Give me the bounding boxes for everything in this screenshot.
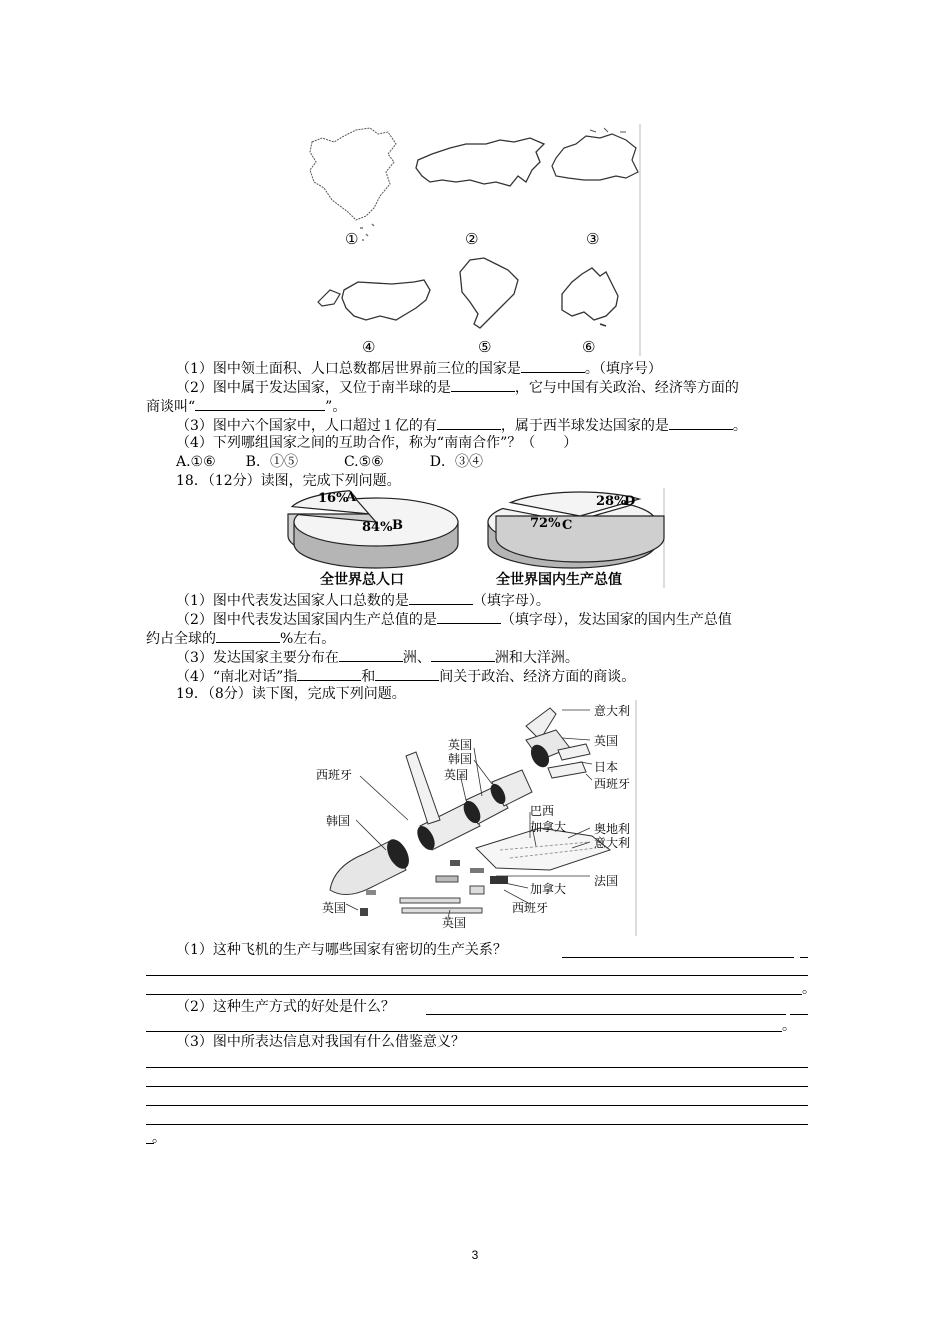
q19-answer-3-line-3[interactable] [146, 1105, 808, 1106]
q17-line-5: （4）下列哪组国家之间的互助合作，称为“南南合作”？（ ） [176, 435, 578, 451]
pie-title-gdp: 全世界国内生产总值 [496, 572, 622, 588]
q17-text-4a: （3）图中六个国家中，人口超过１亿的有 [176, 418, 437, 434]
q17-line-3 [146, 396, 346, 416]
label-korea-top: 韩国 [448, 752, 473, 766]
q18-line-2 [176, 609, 732, 629]
q18-text-4a: （3）发达国家主要分布在 [176, 650, 339, 666]
q17-option-c[interactable]: C.⑤⑥ [343, 454, 384, 470]
pie-label-b-value: 84% [362, 520, 393, 535]
q18-blank-6[interactable] [297, 666, 361, 681]
label-uk-bottom: 英国 [442, 916, 467, 930]
label-korea-left: 韩国 [326, 814, 351, 828]
q17-line-4 [176, 415, 747, 435]
q19-answer-2-line-1b[interactable] [790, 1014, 808, 1015]
airplane-figure [300, 700, 638, 936]
page-number: 3 [471, 1248, 479, 1262]
china-map-icon [310, 128, 396, 220]
label-spain-right: 西班牙 [594, 777, 631, 791]
q18-text-2b: （填字母），发达国家的国内生产总值 [500, 612, 732, 628]
pie-label-c-value: 72% [530, 516, 561, 531]
q17-line-2 [176, 377, 739, 397]
q19-answer-3-line-4[interactable] [146, 1124, 808, 1125]
q18-line-4 [176, 647, 579, 667]
q17-blank-1[interactable] [521, 358, 585, 373]
q18-text-4c: 洲和大洋洲。 [494, 650, 579, 666]
label-italy-2: 意大利 [594, 836, 631, 850]
q17-text-4b: ，属于西半球发达国家的是 [500, 418, 669, 434]
q18-text-3b: %左右。 [280, 631, 336, 647]
q17-text-1a: （1）图中领土面积、人口总数都居世界前三位的国家是 [176, 361, 521, 377]
q17-option-a[interactable]: A.①⑥ [176, 454, 216, 470]
q18-blank-3[interactable] [216, 628, 280, 643]
q18-blank-1[interactable] [409, 590, 473, 605]
q18-text-5b: 和 [361, 669, 376, 685]
australia-map-icon [562, 268, 618, 320]
label-uk-top: 英国 [448, 738, 473, 752]
pie-label-c: C [562, 518, 573, 533]
q18-heading: 18．（12分）读图，完成下列问题。 [176, 473, 401, 489]
q17-text-4c: 。 [732, 418, 747, 434]
q19-heading: 19．（8分）读下图，完成下列问题。 [176, 686, 406, 702]
q18-text-5a: （4）“南北对话”指 [176, 669, 298, 685]
map-label-4: ④ [362, 338, 376, 356]
q19-question-3: （3）图中所表达信息对我国有什么借鉴意义？ [176, 1034, 465, 1050]
map-label-1: ① [345, 230, 359, 248]
map-label-2: ② [465, 230, 479, 248]
pie-label-d-value: 28% [596, 494, 627, 509]
pie-label-a: A [346, 490, 357, 505]
q17-text-2a: （2）图中属于发达国家，又位于南半球的是 [176, 380, 451, 396]
q19-question-2: （2）这种生产方式的好处是什么？ [176, 999, 395, 1015]
q19-answer-2-line-2[interactable] [146, 1031, 782, 1032]
label-uk-bottom-left: 英国 [322, 901, 347, 915]
q17-options [176, 453, 483, 471]
q18-text-5c: 间关于政治、经济方面的商谈。 [439, 669, 636, 685]
label-uk-mid: 英国 [444, 768, 469, 782]
label-spain-bottom: 西班牙 [512, 901, 549, 915]
label-italy-1: 意大利 [594, 704, 631, 718]
label-uk-right: 英国 [594, 734, 619, 748]
pie-slice-d-side [496, 516, 664, 562]
label-france: 法国 [594, 874, 619, 888]
map-label-3: ③ [586, 230, 600, 248]
q19-answer-1-line-1[interactable] [562, 957, 794, 958]
usa-map-icon [342, 280, 430, 320]
q18-text-2a: （2）图中代表发达国家国内生产总值的是 [176, 612, 437, 628]
q19-answer-1-line-1b[interactable] [800, 957, 808, 958]
q18-blank-7[interactable] [375, 666, 439, 681]
pie-label-d: D [624, 494, 636, 509]
brazil-map-icon [460, 258, 518, 328]
pie-gdp [488, 492, 664, 568]
q19-answer-1-period: 。 [802, 981, 816, 997]
q17-option-d[interactable]: D．③④ [429, 454, 483, 470]
q19-answer-2-period: 。 [782, 1018, 796, 1034]
q17-text-2b: ，它与中国有关政治、经济等方面的 [514, 380, 739, 396]
pie-title-population: 全世界总人口 [320, 572, 404, 588]
q18-blank-4[interactable] [339, 647, 403, 662]
label-spain-left: 西班牙 [316, 768, 353, 782]
country-maps-figure [300, 124, 642, 356]
q18-text-3a: 约占全球的 [146, 631, 216, 647]
q18-text-1b: （填字母）。 [472, 593, 550, 609]
pie-label-b: B [392, 518, 403, 533]
canada-map-icon [552, 134, 638, 180]
pie-charts-figure [280, 488, 666, 590]
q17-blank-2[interactable] [451, 377, 515, 392]
label-brazil: 巴西 [530, 804, 555, 818]
q17-line-1 [176, 358, 662, 378]
q18-text-1a: （1）图中代表发达国家人口总数的是 [176, 593, 409, 609]
q17-text-3a: 商谈叫“ [146, 399, 196, 415]
pie-label-a-value: 16% [318, 491, 349, 506]
map-label-5: ⑤ [478, 338, 492, 356]
q18-line-5 [176, 666, 635, 686]
q18-blank-5[interactable] [431, 647, 495, 662]
q17-option-b[interactable]: B．①⑤ [245, 454, 298, 470]
q19-question-1: （1）这种飞机的生产与哪些国家有密切的生产关系？ [176, 942, 507, 958]
q19-answer-3-line-1[interactable] [146, 1067, 808, 1068]
q19-answer-3-line-2[interactable] [146, 1086, 808, 1087]
q19-answer-3-period: 。 [152, 1130, 166, 1146]
q18-blank-2[interactable] [437, 609, 501, 624]
q17-blank-3[interactable] [195, 396, 325, 411]
russia-map-icon [416, 138, 544, 186]
q17-text-1b: 。（填序号） [584, 361, 662, 377]
q19-answer-2-line-1[interactable] [426, 1014, 786, 1015]
label-canada-1: 加拿大 [530, 820, 567, 834]
q18-text-4b: 洲、 [402, 650, 431, 666]
label-austria: 奥地利 [594, 822, 631, 836]
q18-line-3 [146, 628, 335, 648]
q17-blank-4[interactable] [437, 415, 501, 430]
q17-blank-5[interactable] [669, 415, 733, 430]
map-label-6: ⑥ [582, 338, 596, 356]
q18-line-1 [176, 590, 550, 610]
label-japan: 日本 [594, 760, 619, 774]
vertical-tail-icon [406, 752, 440, 824]
q19-answer-1-line-3[interactable] [146, 994, 802, 995]
q17-text-3b: ”。 [325, 399, 347, 415]
q19-answer-1-line-2[interactable] [146, 975, 808, 976]
label-canada-2: 加拿大 [530, 882, 567, 896]
